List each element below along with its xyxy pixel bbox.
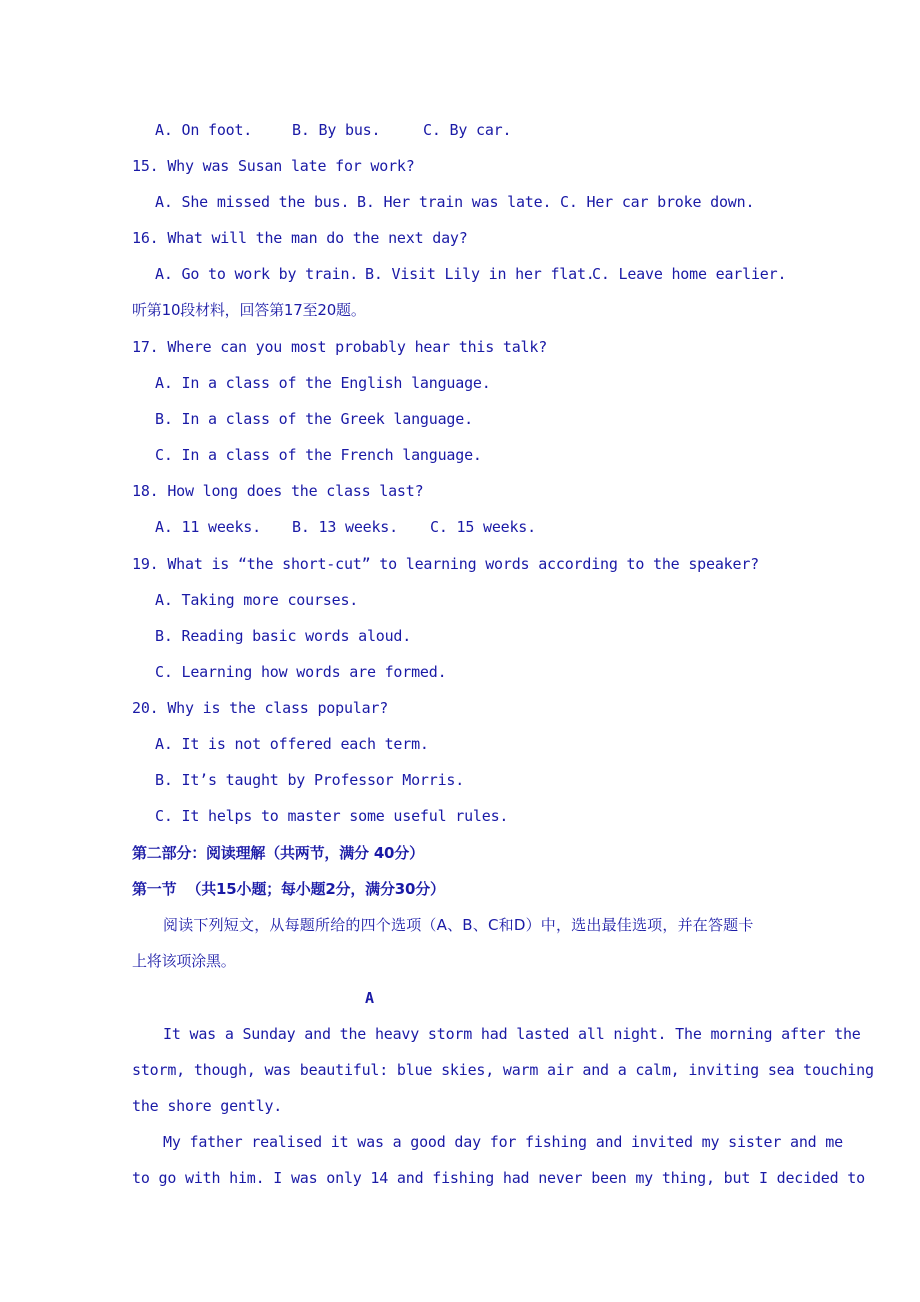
q19-option-a: A. Taking more courses. (155, 591, 359, 609)
q18-option-a: A. 11 weeks. (155, 518, 261, 536)
q17-option-c: C. In a class of the French language. (155, 446, 482, 464)
passage-line-3: the shore gently. (132, 1097, 283, 1115)
q18-question: 18. How long does the class last? (132, 482, 424, 500)
q15-option-b: B. Her train was late. (357, 193, 552, 211)
q19-option-c: C. Learning how words are formed. (155, 663, 447, 681)
q20-option-b: B. It’s taught by Professor Morris. (155, 771, 465, 789)
section10-instruction: 听第10段材料，回答第17至20题。 (132, 301, 366, 319)
q16-question: 16. What will the man do the next day? (132, 229, 468, 247)
q20-option-c: C. It helps to master some useful rules. (155, 807, 509, 825)
passage-title: A (365, 989, 374, 1007)
q15-option-a: A. She missed the bus. (155, 193, 350, 211)
q17-option-a: A. In a class of the English language. (155, 374, 491, 392)
q15-option-c: C. Her car broke down. (560, 193, 755, 211)
q16-option-a: A. Go to work by train. (155, 265, 359, 283)
q16-option-c: C. Leave home earlier. (592, 265, 787, 283)
q20-question: 20. Why is the class popular? (132, 699, 389, 717)
passage-line-1: It was a Sunday and the heavy storm had lasted all night. The morning after the (163, 1025, 861, 1043)
passage-line-2: storm, though, was beautiful: blue skies, warm air and a calm, inviting sea touching (132, 1061, 874, 1079)
part2-instruction-line2: 上将该项涂黑。 (132, 952, 236, 970)
q14-option-a: A. On foot. (155, 121, 253, 139)
q17-question: 17. Where can you most probably hear this talk? (132, 338, 548, 356)
q14-option-c: C. By car. (423, 121, 512, 139)
q17-option-b: B. In a class of the Greek language. (155, 410, 473, 428)
q15-question: 15. Why was Susan late for work? (132, 157, 415, 175)
part2-section1-heading: 第一节 （共15小题；每小题2分，满分30分） (132, 880, 445, 898)
q20-option-a: A. It is not offered each term. (155, 735, 429, 753)
q18-option-c: C. 15 weeks. (430, 518, 536, 536)
q19-option-b: B. Reading basic words aloud. (155, 627, 412, 645)
passage-line-5: to go with him. I was only 14 and fishing had never been my thing, but I decided to (132, 1169, 865, 1187)
q14-option-b: B. By bus. (292, 121, 381, 139)
q18-option-b: B. 13 weeks. (292, 518, 398, 536)
q19-question: 19. What is “the short-cut” to learning words according to the speaker? (132, 555, 759, 573)
passage-line-4: My father realised it was a good day for fishing and invited my sister and me (163, 1133, 843, 1151)
q16-option-b: B. Visit Lily in her flat. (365, 265, 595, 283)
part2-instruction-line1: 阅读下列短文，从每题所给的四个选项（A、B、C和D）中，选出最佳选项，并在答题卡 (163, 916, 754, 934)
part2-heading: 第二部分：阅读理解（共两节，满分 40分） (132, 844, 424, 862)
